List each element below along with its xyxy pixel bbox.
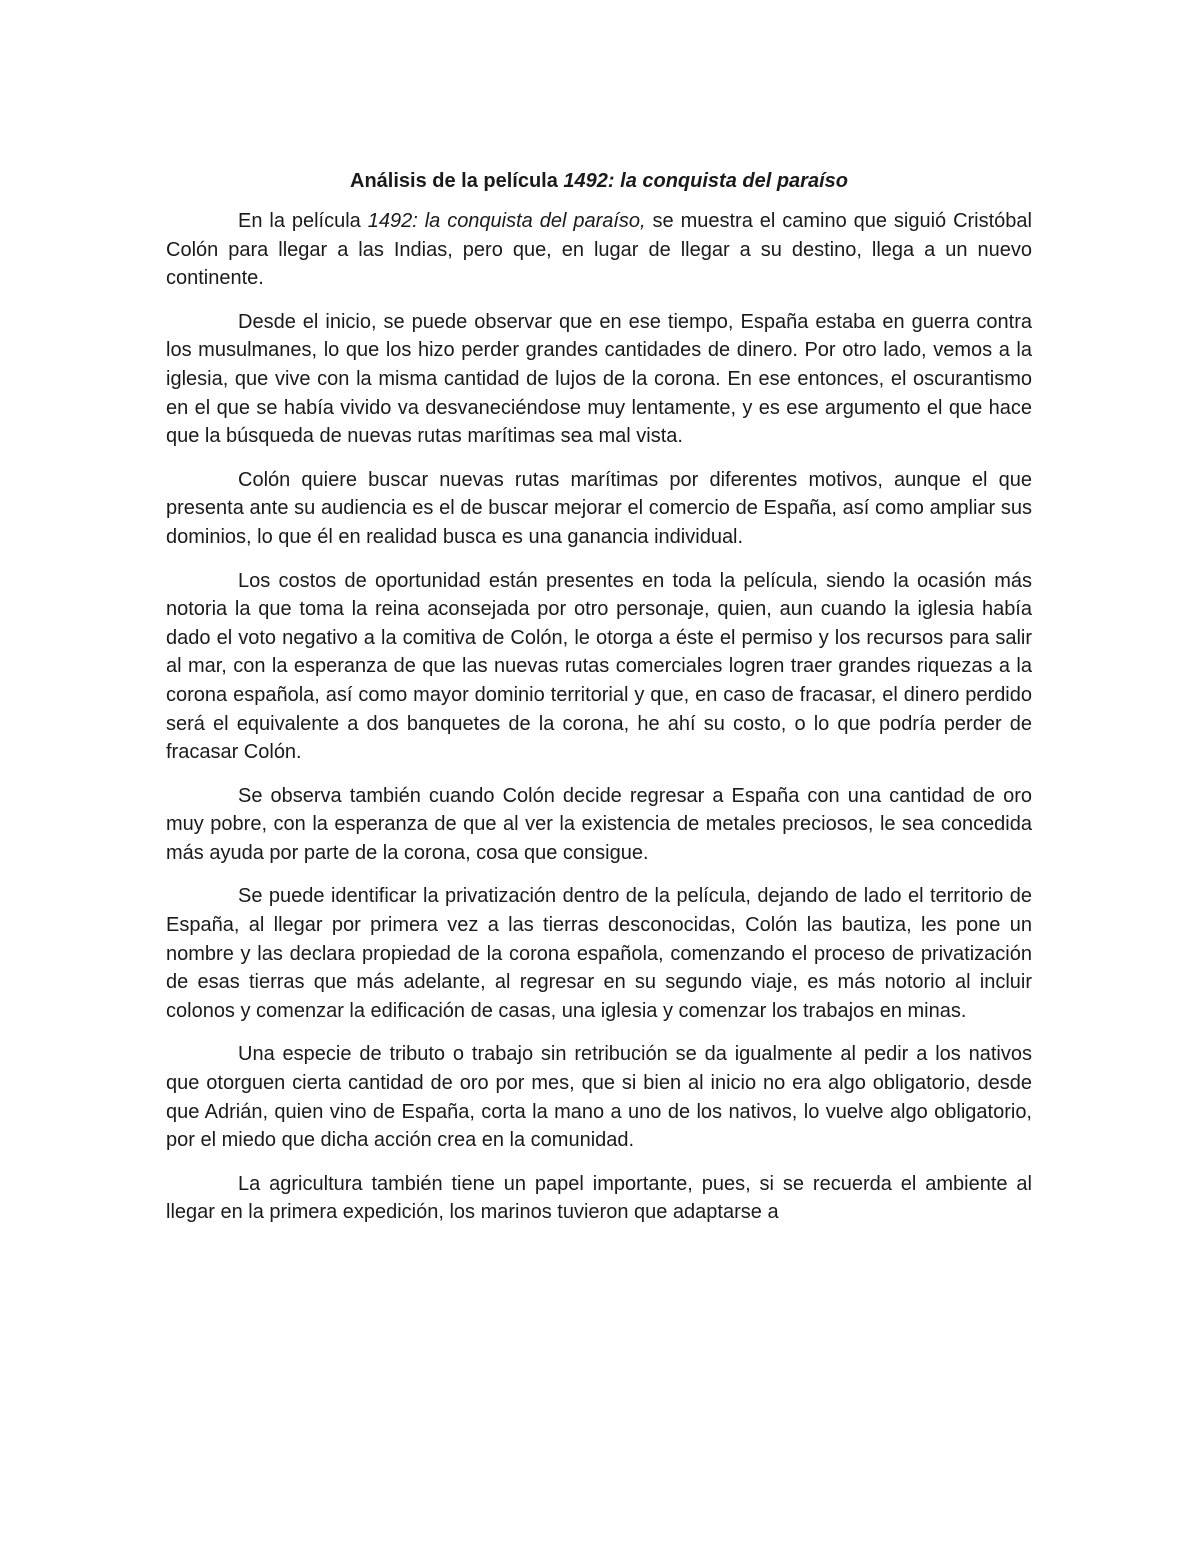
paragraph-6: Se puede identificar la privatización dentro de la película, dejando de lado el territorio de España, al llegar por primera vez a las tierras desconocidas, Colón las bautiza, les pone un nombre y las declara propiedad de la corona española, comenzando el proceso de privatización de esas tierras que más adelante, al regresar en su segundo viaje, es más notorio al incluir colonos y comenzar la edificación de casas, una iglesia y comenzar los trabajos en minas. — [166, 885, 1032, 1022]
document-title — [166, 166, 1032, 196]
paragraph-7: Una especie de tributo o trabajo sin retribución se da igualmente al pedir a los nativos que otorguen cierta cantidad de oro por mes, que si bien al inicio no era algo obligatorio, desde que Adrián, quien vino de España, corta la mano a uno de los nativos, lo vuelve algo obligatorio, por el miedo que dicha acción crea en la comunidad. — [166, 1043, 1032, 1152]
paragraph-1-text: se muestra el camino que siguió Cristóbal Colón para llegar a las Indias, pero que, en lugar de llegar a su destino, llega a un nuevo continente. — [166, 210, 1032, 290]
paragraph-5: Se observa también cuando Colón decide regresar a España con una cantidad de oro muy pobre, con la esperanza de que al ver la existencia de metales preciosos, le sea concedida más ayuda por parte de la corona, cosa que consigue. — [166, 784, 1032, 864]
title-prefix: Análisis de la película — [350, 170, 564, 192]
paragraph-1-lead: En la película — [238, 210, 368, 232]
document-body — [166, 166, 1032, 1242]
paragraph-2: Desde el inicio, se puede observar que en ese tiempo, España estaba en guerra contra los musulmanes, lo que los hizo perder grandes cantidades de dinero. Por otro lado, vemos a la iglesia, que vive con la misma cantidad de lujos de la corona. En ese entonces, el oscurantismo en el que se había vivido va desvaneciéndose muy lentamente, y es ese argumento el que hace que la búsqueda de nuevas rutas marítimas sea mal vista. — [166, 310, 1032, 448]
paragraph-8: La agricultura también tiene un papel importante, pues, si se recuerda el ambiente al llegar en la primera expedición, los marinos tuvieron que adaptarse a — [166, 1172, 1032, 1224]
title-film-name: 1492: la conquista del paraíso — [563, 170, 848, 192]
paragraph-3: Colón quiere buscar nuevas rutas marítimas por diferentes motivos, aunque el que presenta ante su audiencia es el de buscar mejorar el comercio de España, así como ampliar sus dominios, lo que él en realidad busca es una ganancia individual. — [166, 468, 1032, 548]
paragraph-4: Los costos de oportunidad están presentes en toda la película, siendo la ocasión más notoria la que toma la reina aconsejada por otro personaje, quien, aun cuando la iglesia había dado el voto negativo a la comitiva de Colón, le otorga a éste el permiso y los recursos para salir al mar, con la esperanza de que las nuevas rutas comerciales logren traer grandes riquezas a la corona española, así como mayor dominio territorial y que, en caso de fracasar, el dinero perdido será el equivalente a dos banquetes de la corona, he ahí su costo, o lo que podría perder de fracasar Colón. — [166, 569, 1032, 764]
paragraph-1-film-name: 1492: la conquista del paraíso, — [367, 210, 646, 232]
paragraph-1 — [166, 207, 1032, 293]
